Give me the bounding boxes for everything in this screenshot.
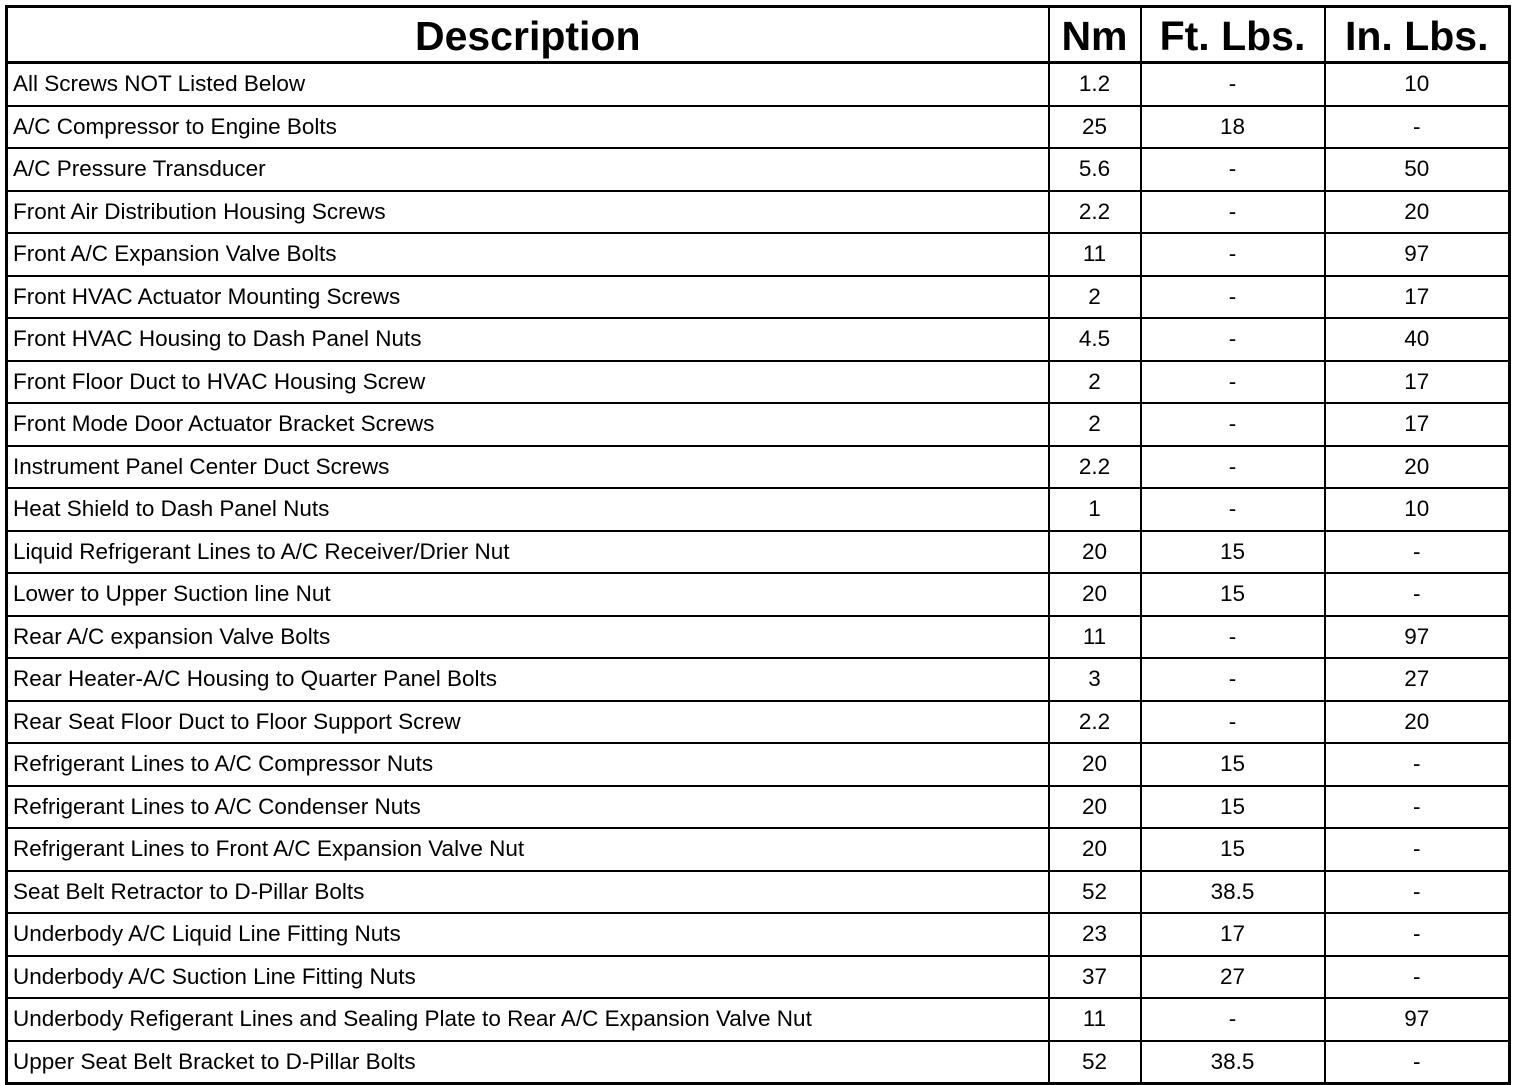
- cell-ft-lbs: 38.5: [1141, 871, 1325, 914]
- table-row: [7, 531, 1510, 574]
- cell-ft-lbs: 15: [1141, 573, 1325, 616]
- table-row: [7, 318, 1510, 361]
- table-row: [7, 361, 1510, 404]
- cell-nm: 11: [1049, 998, 1141, 1041]
- cell-in-lbs: 17: [1325, 276, 1510, 319]
- header-row: [7, 7, 1510, 63]
- cell-nm: 20: [1049, 786, 1141, 829]
- cell-ft-lbs: 27: [1141, 956, 1325, 999]
- cell-description: Front Air Distribution Housing Screws: [7, 191, 1049, 234]
- cell-in-lbs: 10: [1325, 488, 1510, 531]
- cell-ft-lbs: -: [1141, 191, 1325, 234]
- cell-in-lbs: 20: [1325, 191, 1510, 234]
- cell-description: Front HVAC Actuator Mounting Screws: [7, 276, 1049, 319]
- table-row: [7, 276, 1510, 319]
- cell-in-lbs: 10: [1325, 63, 1510, 106]
- table-row: [7, 573, 1510, 616]
- cell-nm: 3: [1049, 658, 1141, 701]
- cell-description: Underbody A/C Suction Line Fitting Nuts: [7, 956, 1049, 999]
- cell-description: Front Mode Door Actuator Bracket Screws: [7, 403, 1049, 446]
- table-row: [7, 403, 1510, 446]
- cell-ft-lbs: 38.5: [1141, 1041, 1325, 1084]
- cell-in-lbs: -: [1325, 573, 1510, 616]
- cell-ft-lbs: -: [1141, 361, 1325, 404]
- cell-nm: 2: [1049, 276, 1141, 319]
- cell-description: Lower to Upper Suction line Nut: [7, 573, 1049, 616]
- header-nm: Nm: [1049, 7, 1141, 63]
- cell-in-lbs: 20: [1325, 701, 1510, 744]
- cell-nm: 11: [1049, 616, 1141, 659]
- cell-in-lbs: -: [1325, 786, 1510, 829]
- table-row: [7, 148, 1510, 191]
- cell-in-lbs: -: [1325, 828, 1510, 871]
- cell-nm: 2.2: [1049, 446, 1141, 489]
- table-row: [7, 106, 1510, 149]
- cell-ft-lbs: 15: [1141, 828, 1325, 871]
- cell-nm: 1.2: [1049, 63, 1141, 106]
- cell-nm: 2.2: [1049, 191, 1141, 234]
- cell-description: Liquid Refrigerant Lines to A/C Receiver/Drier Nut: [7, 531, 1049, 574]
- cell-nm: 37: [1049, 956, 1141, 999]
- cell-ft-lbs: -: [1141, 446, 1325, 489]
- cell-description: Front Floor Duct to HVAC Housing Screw: [7, 361, 1049, 404]
- cell-description: Heat Shield to Dash Panel Nuts: [7, 488, 1049, 531]
- cell-nm: 20: [1049, 828, 1141, 871]
- table-row: [7, 828, 1510, 871]
- table-row: [7, 743, 1510, 786]
- table-header: [7, 7, 1510, 63]
- cell-in-lbs: 27: [1325, 658, 1510, 701]
- cell-description: A/C Pressure Transducer: [7, 148, 1049, 191]
- cell-description: Front A/C Expansion Valve Bolts: [7, 233, 1049, 276]
- cell-description: Refrigerant Lines to Front A/C Expansion Valve Nut: [7, 828, 1049, 871]
- cell-in-lbs: 50: [1325, 148, 1510, 191]
- torque-spec-table: [5, 5, 1511, 1085]
- cell-description: Rear A/C expansion Valve Bolts: [7, 616, 1049, 659]
- cell-description: Underbody Refigerant Lines and Sealing Plate to Rear A/C Expansion Valve Nut: [7, 998, 1049, 1041]
- cell-ft-lbs: 17: [1141, 913, 1325, 956]
- cell-in-lbs: 20: [1325, 446, 1510, 489]
- cell-in-lbs: 17: [1325, 361, 1510, 404]
- cell-in-lbs: -: [1325, 913, 1510, 956]
- cell-ft-lbs: -: [1141, 148, 1325, 191]
- cell-in-lbs: 97: [1325, 998, 1510, 1041]
- cell-description: Front HVAC Housing to Dash Panel Nuts: [7, 318, 1049, 361]
- cell-ft-lbs: -: [1141, 998, 1325, 1041]
- cell-description: Underbody A/C Liquid Line Fitting Nuts: [7, 913, 1049, 956]
- cell-description: Rear Heater-A/C Housing to Quarter Panel Bolts: [7, 658, 1049, 701]
- cell-in-lbs: 40: [1325, 318, 1510, 361]
- cell-nm: 52: [1049, 1041, 1141, 1084]
- cell-in-lbs: -: [1325, 956, 1510, 999]
- cell-description: All Screws NOT Listed Below: [7, 63, 1049, 106]
- table-row: [7, 616, 1510, 659]
- cell-nm: 2: [1049, 361, 1141, 404]
- table-row: [7, 658, 1510, 701]
- cell-ft-lbs: -: [1141, 658, 1325, 701]
- cell-nm: 11: [1049, 233, 1141, 276]
- table-row: [7, 488, 1510, 531]
- table-row: [7, 786, 1510, 829]
- cell-ft-lbs: 18: [1141, 106, 1325, 149]
- cell-nm: 4.5: [1049, 318, 1141, 361]
- cell-in-lbs: 17: [1325, 403, 1510, 446]
- cell-in-lbs: -: [1325, 531, 1510, 574]
- cell-nm: 20: [1049, 743, 1141, 786]
- cell-description: Upper Seat Belt Bracket to D-Pillar Bolts: [7, 1041, 1049, 1084]
- cell-ft-lbs: -: [1141, 63, 1325, 106]
- cell-nm: 20: [1049, 531, 1141, 574]
- cell-nm: 5.6: [1049, 148, 1141, 191]
- cell-in-lbs: 97: [1325, 616, 1510, 659]
- cell-ft-lbs: 15: [1141, 786, 1325, 829]
- table-row: [7, 913, 1510, 956]
- table-row: [7, 446, 1510, 489]
- table-row: [7, 956, 1510, 999]
- cell-in-lbs: -: [1325, 1041, 1510, 1084]
- cell-ft-lbs: -: [1141, 616, 1325, 659]
- cell-description: Refrigerant Lines to A/C Condenser Nuts: [7, 786, 1049, 829]
- table-row: [7, 233, 1510, 276]
- table-row: [7, 701, 1510, 744]
- table-row: [7, 63, 1510, 106]
- cell-in-lbs: -: [1325, 871, 1510, 914]
- cell-ft-lbs: -: [1141, 403, 1325, 446]
- cell-in-lbs: 97: [1325, 233, 1510, 276]
- cell-ft-lbs: -: [1141, 276, 1325, 319]
- cell-nm: 2: [1049, 403, 1141, 446]
- cell-nm: 2.2: [1049, 701, 1141, 744]
- cell-nm: 25: [1049, 106, 1141, 149]
- cell-description: Seat Belt Retractor to D-Pillar Bolts: [7, 871, 1049, 914]
- cell-nm: 1: [1049, 488, 1141, 531]
- cell-nm: 52: [1049, 871, 1141, 914]
- cell-ft-lbs: -: [1141, 233, 1325, 276]
- cell-ft-lbs: 15: [1141, 743, 1325, 786]
- header-in-lbs: In. Lbs.: [1325, 7, 1510, 63]
- cell-in-lbs: -: [1325, 743, 1510, 786]
- cell-nm: 23: [1049, 913, 1141, 956]
- cell-description: A/C Compressor to Engine Bolts: [7, 106, 1049, 149]
- cell-description: Refrigerant Lines to A/C Compressor Nuts: [7, 743, 1049, 786]
- cell-ft-lbs: -: [1141, 488, 1325, 531]
- cell-ft-lbs: 15: [1141, 531, 1325, 574]
- cell-description: Instrument Panel Center Duct Screws: [7, 446, 1049, 489]
- table-row: [7, 998, 1510, 1041]
- cell-ft-lbs: -: [1141, 701, 1325, 744]
- cell-nm: 20: [1049, 573, 1141, 616]
- cell-description: Rear Seat Floor Duct to Floor Support Screw: [7, 701, 1049, 744]
- header-ft-lbs: Ft. Lbs.: [1141, 7, 1325, 63]
- header-description: Description: [7, 7, 1049, 63]
- table-body: [7, 63, 1510, 1084]
- table-row: [7, 191, 1510, 234]
- table-row: [7, 1041, 1510, 1084]
- table-row: [7, 871, 1510, 914]
- cell-in-lbs: -: [1325, 106, 1510, 149]
- cell-ft-lbs: -: [1141, 318, 1325, 361]
